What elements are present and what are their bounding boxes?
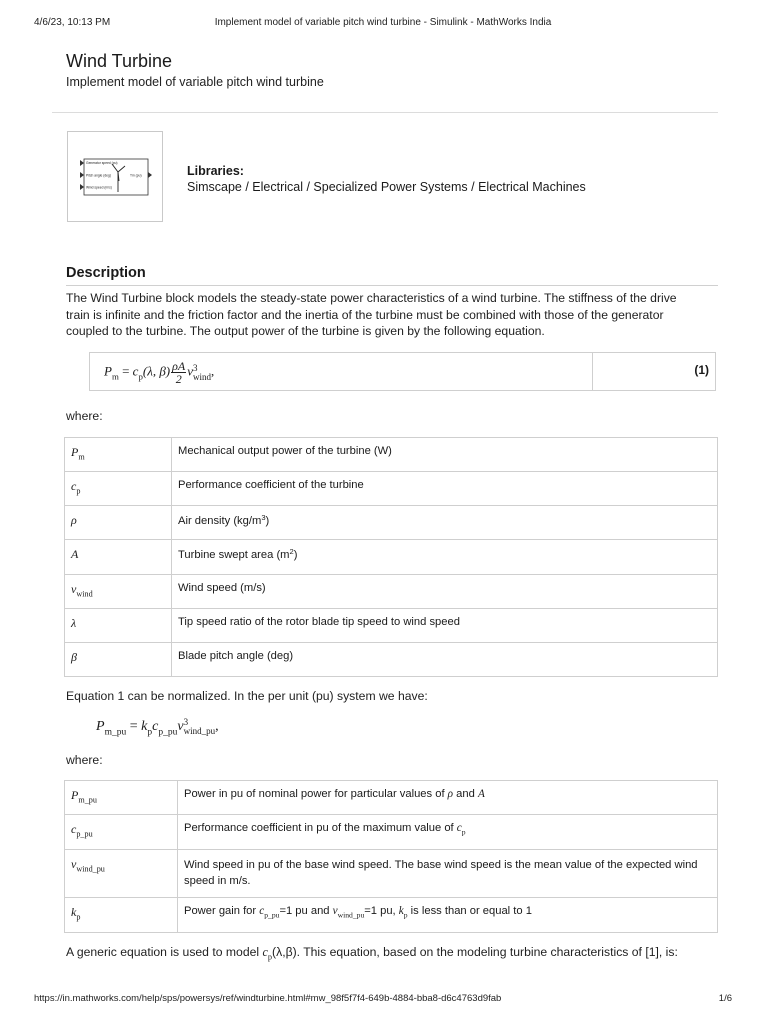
generic-equation-text: A generic equation is used to model $c_p(\lambda,\beta)$. This equation, based on the modeling turbine characteristics of [1], is: [66, 945, 678, 962]
port-label-pitch-angle: Pitch angle (deg) [86, 173, 111, 178]
symbols-table-2 [64, 780, 718, 933]
intro-line: train is infinite and the friction factor and the inertia of the turbine must be combined with those of the generator [66, 307, 664, 322]
table-row: β Blade pitch angle (deg) [65, 643, 718, 677]
normalize-text: Equation 1 can be normalized. In the per unit (pu) system we have: [66, 689, 428, 703]
page-subtitle: Implement model of variable pitch wind turbine [66, 75, 324, 89]
description-heading: Description [66, 265, 146, 281]
table-row: $c_{p\_pu}$ Performance coefficient in pu of the maximum value of $c_p$ [65, 815, 718, 850]
input-port-2-arrow-icon [80, 172, 84, 178]
port-label-tm: Tm (pu) [130, 173, 142, 178]
table-row: $k_p$ Power gain for $c_{p\_pu}=1$ pu and $v_{wind\_pu}=1$ pu, $k_p$ is less than or equal to 1 [65, 898, 718, 933]
print-datetime: 4/6/23, 10:13 PM [34, 17, 111, 28]
input-port-1-arrow-icon [80, 160, 84, 166]
port-label-wind-speed: Wind speed (m/s) [86, 185, 112, 190]
print-url: https://in.mathworks.com/help/sps/powersys/ref/windturbine.html#mw_98f5f7f4-649b-4884-bba8-d6c4763d9fab [34, 993, 502, 1004]
equation-2: $P_{m\_pu} = k_pc_{p\_pu}v$ 3 wind_pu , [96, 717, 219, 738]
output-port-arrow-icon [148, 172, 152, 178]
title-divider [52, 112, 718, 113]
table-row: $P_{m\_pu}$ Power in pu of nominal power for particular values of ρ and A [65, 781, 718, 815]
libraries-label: Libraries: [187, 164, 244, 178]
table-row: $v_{wind}$ Wind speed (m/s) [65, 575, 718, 609]
fraction: $\frac{\rho A}{2}$ [172, 359, 186, 386]
print-footer [34, 993, 732, 1007]
wind-turbine-block-diagram [68, 132, 164, 223]
page-number: 1/6 [718, 993, 732, 1004]
table-row: ρ Air density $(kg/m^3)$ [65, 506, 718, 540]
symbols-table-1 [64, 437, 718, 677]
block-thumbnail [67, 131, 163, 222]
description-intro [66, 290, 677, 340]
table-row: A Turbine swept area $(m^2)$ [65, 540, 718, 575]
equation-divider [592, 353, 593, 390]
description-divider [66, 285, 718, 286]
equation-number: (1) [694, 363, 709, 377]
intro-line: coupled to the turbine. The output power of the turbine is given by the following equation. [66, 324, 545, 338]
where-label-1: where: [66, 409, 103, 423]
equation-1 [89, 352, 716, 391]
input-port-3-arrow-icon [80, 184, 84, 190]
print-doc-title: Implement model of variable pitch wind turbine - Simulink - MathWorks India [214, 17, 552, 28]
equation-1-formula: $P_m = c_p(\lambda$, β) $\frac{\rho A}{2}$ v 3 wind , [104, 359, 215, 386]
table-row: $v_{wind\_pu}$ Wind speed in pu of the base wind speed. The base wind speed is the mean value of the expected wind speed in m/s. [65, 850, 718, 898]
port-label-generator-speed: Generator speed (pu) [86, 161, 118, 165]
table-row: $c_p$ Performance coefficient of the turbine [65, 472, 718, 506]
table-row: λ Tip speed ratio of the rotor blade tip speed to wind speed [65, 609, 718, 643]
page-title: Wind Turbine [66, 51, 173, 71]
print-header [34, 17, 732, 31]
table-row: $P_m$ Mechanical output power of the turbine (W) [65, 438, 718, 472]
where-label-2: where: [66, 753, 103, 767]
libraries-path: Simscape / Electrical / Specialized Power Systems / Electrical Machines [187, 180, 586, 194]
intro-line: The Wind Turbine block models the steady-state power characteristics of a wind turbine. The stiffness of the drive [66, 291, 677, 305]
